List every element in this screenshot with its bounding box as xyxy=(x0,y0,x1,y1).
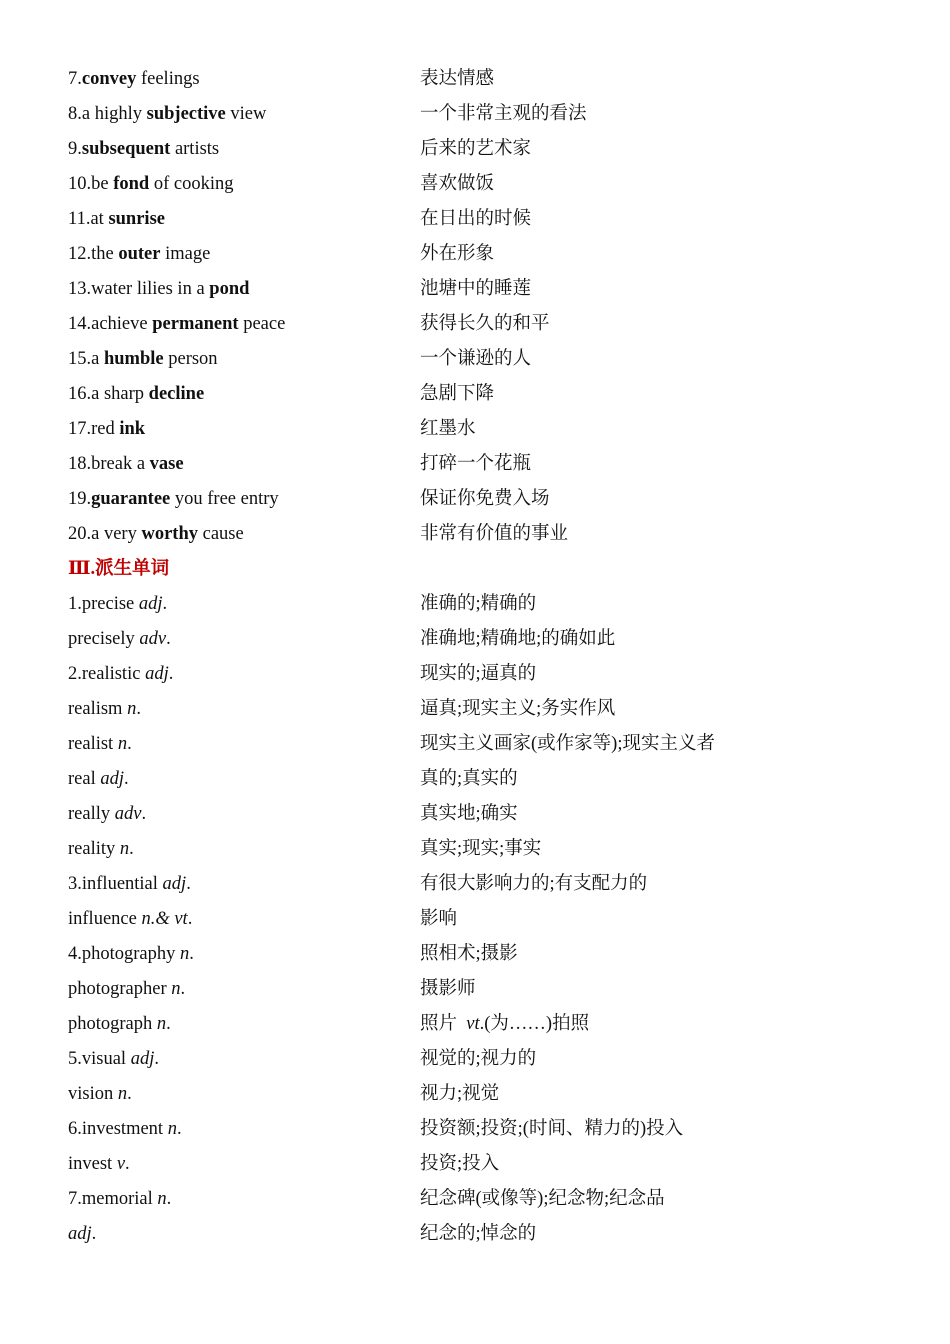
derivative-row xyxy=(68,902,888,937)
derivative-meaning: 真的;真实的 xyxy=(420,769,518,789)
derivative-meaning: 现实主义画家(或作家等);现实主义者 xyxy=(420,734,715,754)
derivative-word: vision n. xyxy=(68,1084,132,1104)
phrase-row xyxy=(68,342,888,377)
derivative-row xyxy=(68,1182,888,1217)
derivative-word: influence n.& vt. xyxy=(68,909,193,929)
derivative-word: reality n. xyxy=(68,839,134,859)
derivative-meaning: 照相术;摄影 xyxy=(420,944,518,964)
derivative-word: photographer n. xyxy=(68,979,186,999)
phrase-english: 17.red ink xyxy=(68,419,146,439)
phrase-chinese: 在日出的时候 xyxy=(420,209,532,229)
derivative-row xyxy=(68,1042,888,1077)
phrase-english: 11.at sunrise xyxy=(68,209,165,229)
derivative-meaning: 影响 xyxy=(420,909,458,929)
phrase-chinese: 外在形象 xyxy=(420,244,495,264)
derivative-row xyxy=(68,762,888,797)
derivative-meaning: 准确的;精确的 xyxy=(420,594,537,614)
derivative-row xyxy=(68,622,888,657)
phrase-english: 16.a sharp decline xyxy=(68,384,205,404)
phrase-english: 13.water lilies in a pond xyxy=(68,279,250,299)
derivative-row xyxy=(68,937,888,972)
derivative-meaning: 纪念碑(或像等);纪念物;纪念品 xyxy=(420,1189,665,1209)
phrase-row xyxy=(68,237,888,272)
derivative-meaning: 摄影师 xyxy=(420,979,476,999)
phrase-english: 9.subsequent artists xyxy=(68,139,220,159)
derivative-row xyxy=(68,972,888,1007)
phrase-row xyxy=(68,272,888,307)
derivative-word: realism n. xyxy=(68,699,141,719)
phrase-english: 19.guarantee you free entry xyxy=(68,489,279,509)
phrase-english: 20.a very worthy cause xyxy=(68,524,244,544)
phrase-row xyxy=(68,307,888,342)
phrase-row xyxy=(68,202,888,237)
derivative-word: realist n. xyxy=(68,734,132,754)
phrase-chinese: 表达情感 xyxy=(420,69,495,89)
derivative-meaning: 视觉的;视力的 xyxy=(420,1049,537,1069)
phrase-english: 15.a humble person xyxy=(68,349,218,369)
phrase-chinese: 获得长久的和平 xyxy=(420,314,550,334)
phrase-chinese: 后来的艺术家 xyxy=(420,139,532,159)
derivative-meaning: 视力;视觉 xyxy=(420,1084,500,1104)
phrase-chinese: 池塘中的睡莲 xyxy=(420,279,532,299)
phrase-row xyxy=(68,167,888,202)
phrase-row xyxy=(68,482,888,517)
phrase-row xyxy=(68,517,888,552)
phrase-chinese: 红墨水 xyxy=(420,419,476,439)
phrase-row xyxy=(68,377,888,412)
phrase-row xyxy=(68,132,888,167)
derivative-row xyxy=(68,1077,888,1112)
phrase-english: 12.the outer image xyxy=(68,244,211,264)
phrase-chinese: 非常有价值的事业 xyxy=(420,524,569,544)
derivative-word: real adj. xyxy=(68,769,129,789)
derivative-row xyxy=(68,832,888,867)
derivative-row xyxy=(68,692,888,727)
derivative-row xyxy=(68,1147,888,1182)
derivative-row xyxy=(68,727,888,762)
phrase-english: 8.a highly subjective view xyxy=(68,104,267,124)
derivative-word: 5.visual adj. xyxy=(68,1049,159,1069)
derivative-meaning: 真实地;确实 xyxy=(420,804,518,824)
phrase-chinese: 一个谦逊的人 xyxy=(420,349,532,369)
derivative-meaning: 投资;投入 xyxy=(420,1154,500,1174)
derivative-row xyxy=(68,1112,888,1147)
derivative-word: invest v. xyxy=(68,1154,130,1174)
phrase-row xyxy=(68,447,888,482)
derivative-meaning: 纪念的;悼念的 xyxy=(420,1224,537,1244)
derivative-word: 6.investment n. xyxy=(68,1119,182,1139)
phrase-chinese: 一个非常主观的看法 xyxy=(420,104,587,124)
derivative-word: 2.realistic adj. xyxy=(68,664,174,684)
phrase-row xyxy=(68,412,888,447)
phrase-chinese: 急剧下降 xyxy=(420,384,495,404)
derivative-meaning: 照片 vt.(为……)拍照 xyxy=(420,1014,590,1034)
phrase-chinese: 保证你免费入场 xyxy=(420,489,550,509)
derivative-meaning: 真实;现实;事实 xyxy=(420,839,542,859)
derivative-meaning: 逼真;现实主义;务实作风 xyxy=(420,699,616,719)
derivative-meaning: 投资额;投资;(时间、精力的)投入 xyxy=(420,1119,684,1139)
derivative-row xyxy=(68,587,888,622)
derivative-row xyxy=(68,1007,888,1042)
derivative-row xyxy=(68,1217,888,1252)
phrase-chinese: 喜欢做饭 xyxy=(420,174,495,194)
derivative-word: 7.memorial n. xyxy=(68,1189,172,1209)
derivative-meaning: 准确地;精确地;的确如此 xyxy=(420,629,616,649)
phrase-row xyxy=(68,62,888,97)
derivative-row xyxy=(68,657,888,692)
phrase-row xyxy=(68,97,888,132)
phrase-english: 18.break a vase xyxy=(68,454,184,474)
derivative-word: 4.photography n. xyxy=(68,944,194,964)
derivative-meaning: 有很大影响力的;有支配力的 xyxy=(420,874,648,894)
phrase-english: 14.achieve permanent peace xyxy=(68,314,286,334)
derivative-word: precisely adv. xyxy=(68,629,171,649)
phrase-english: 7.convey feelings xyxy=(68,69,200,89)
derivative-word: 1.precise adj. xyxy=(68,594,168,614)
derivative-word: photograph n. xyxy=(68,1014,171,1034)
section-heading: Ⅲ.派生单词 xyxy=(68,559,170,579)
phrase-chinese: 打碎一个花瓶 xyxy=(420,454,532,474)
derivative-word: 3.influential adj. xyxy=(68,874,191,894)
phrase-english: 10.be fond of cooking xyxy=(68,174,234,194)
derivative-meaning: 现实的;逼真的 xyxy=(420,664,537,684)
derivative-word: really adv. xyxy=(68,804,147,824)
derivative-row xyxy=(68,797,888,832)
derivative-row xyxy=(68,867,888,902)
derivative-word: adj. xyxy=(68,1224,97,1244)
